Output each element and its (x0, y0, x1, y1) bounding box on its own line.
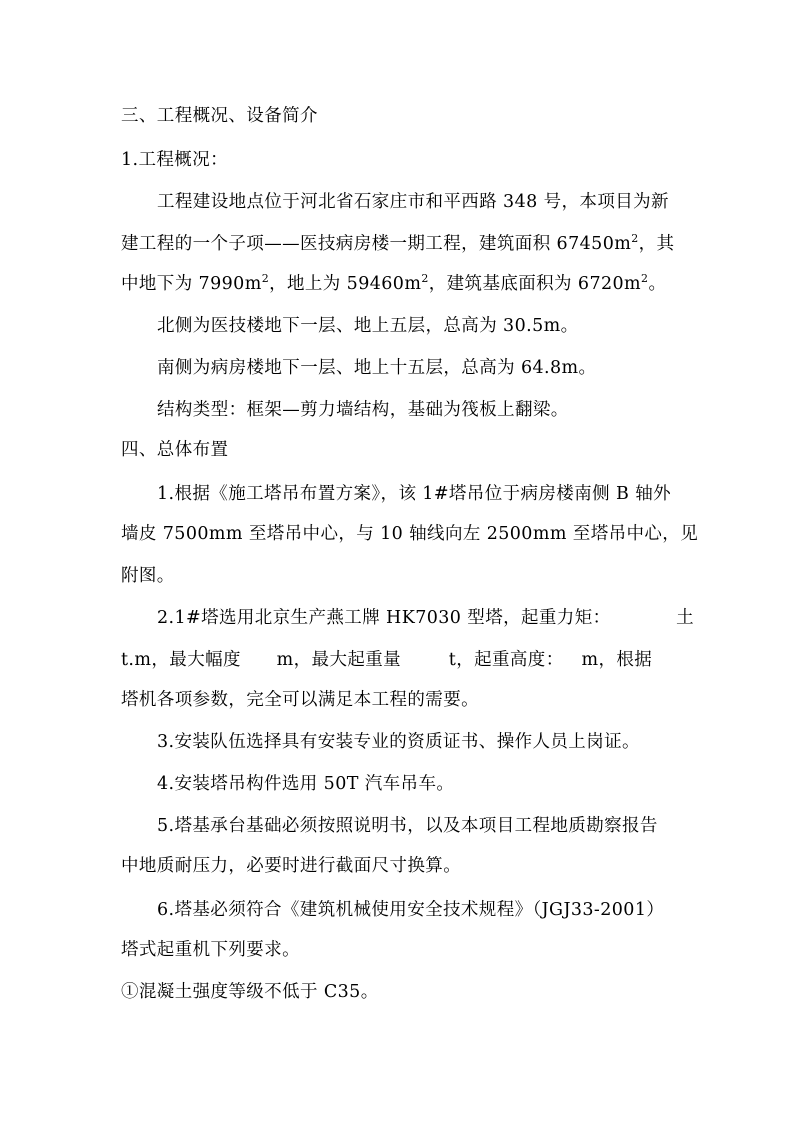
subheading-project-overview: 1.工程概况： (121, 150, 228, 170)
layout-item-2-line: 2.1#塔选用北京生产燕工牌 HK7030 型塔，起重力矩： 土 (157, 608, 694, 628)
layout-item-5-line: 中地质耐压力，必要时进行截面尺寸换算。 (121, 856, 462, 876)
layout-item-1-line: 1.根据《施工塔吊布置方案》，该 1#塔吊位于病房楼南侧 B 轴外 (157, 484, 671, 504)
layout-item-1-line: 附图。 (121, 566, 175, 586)
layout-item-1-line: 墙皮 7500mm 至塔吊中心，与 10 轴线向左 2500mm 至塔吊中心，见 (121, 524, 699, 544)
overview-paragraph-line: 工程建设地点位于河北省石家庄市和平西路 348 号，本项目为新 (157, 192, 669, 212)
section-heading-3: 三、工程概况、设备简介 (121, 106, 318, 126)
superscript: 2 (641, 272, 649, 286)
text-run: 中地下为 7990m (121, 274, 262, 294)
layout-item-2-line: 塔机各项参数，完全可以满足本工程的需要。 (121, 690, 479, 710)
superscript: 2 (631, 232, 639, 246)
text-run: ，其 (638, 234, 675, 254)
overview-paragraph-line (121, 232, 674, 256)
superscript: 2 (261, 272, 270, 286)
layout-item-6-subitem-1: ①混凝土强度等级不低于 C35。 (121, 982, 379, 1002)
text-run: ，地上为 59460m (269, 274, 422, 294)
text-run: ，建筑基底面积为 6720m (428, 274, 642, 294)
layout-item-6-line: 6.塔基必须符合《建筑机械使用安全技术规程》（JGJ33-2001） (157, 900, 665, 920)
layout-item-6-line: 塔式起重机下列要求。 (121, 940, 300, 960)
layout-item-5-line: 5.塔基承台基础必须按照说明书，以及本项目工程地质勘察报告 (157, 816, 658, 836)
north-building-paragraph: 北侧为医技楼地下一层、地上五层，总高为 30.5m。 (157, 316, 579, 336)
layout-item-4: 4.安装塔吊构件选用 50T 汽车吊车。 (157, 774, 455, 794)
superscript: 2 (421, 272, 429, 286)
structure-type-paragraph: 结构类型：框架—剪力墙结构，基础为筏板上翻梁。 (157, 400, 569, 420)
overview-paragraph-line (121, 272, 666, 296)
text-run: 建工程的一个子项——医技病房楼一期工程，建筑面积 67450m (121, 234, 632, 254)
section-heading-4: 四、总体布置 (121, 440, 229, 460)
layout-item-2-line: t.m，最大幅度 m，最大起重量 t，起重高度： m，根据 (121, 650, 653, 670)
text-run: 。 (648, 274, 667, 294)
south-building-paragraph: 南侧为病房楼地下一层、地上十五层，总高为 64.8m。 (157, 358, 597, 378)
layout-item-3: 3.安装队伍选择具有安装专业的资质证书、操作人员上岗证。 (157, 732, 640, 752)
